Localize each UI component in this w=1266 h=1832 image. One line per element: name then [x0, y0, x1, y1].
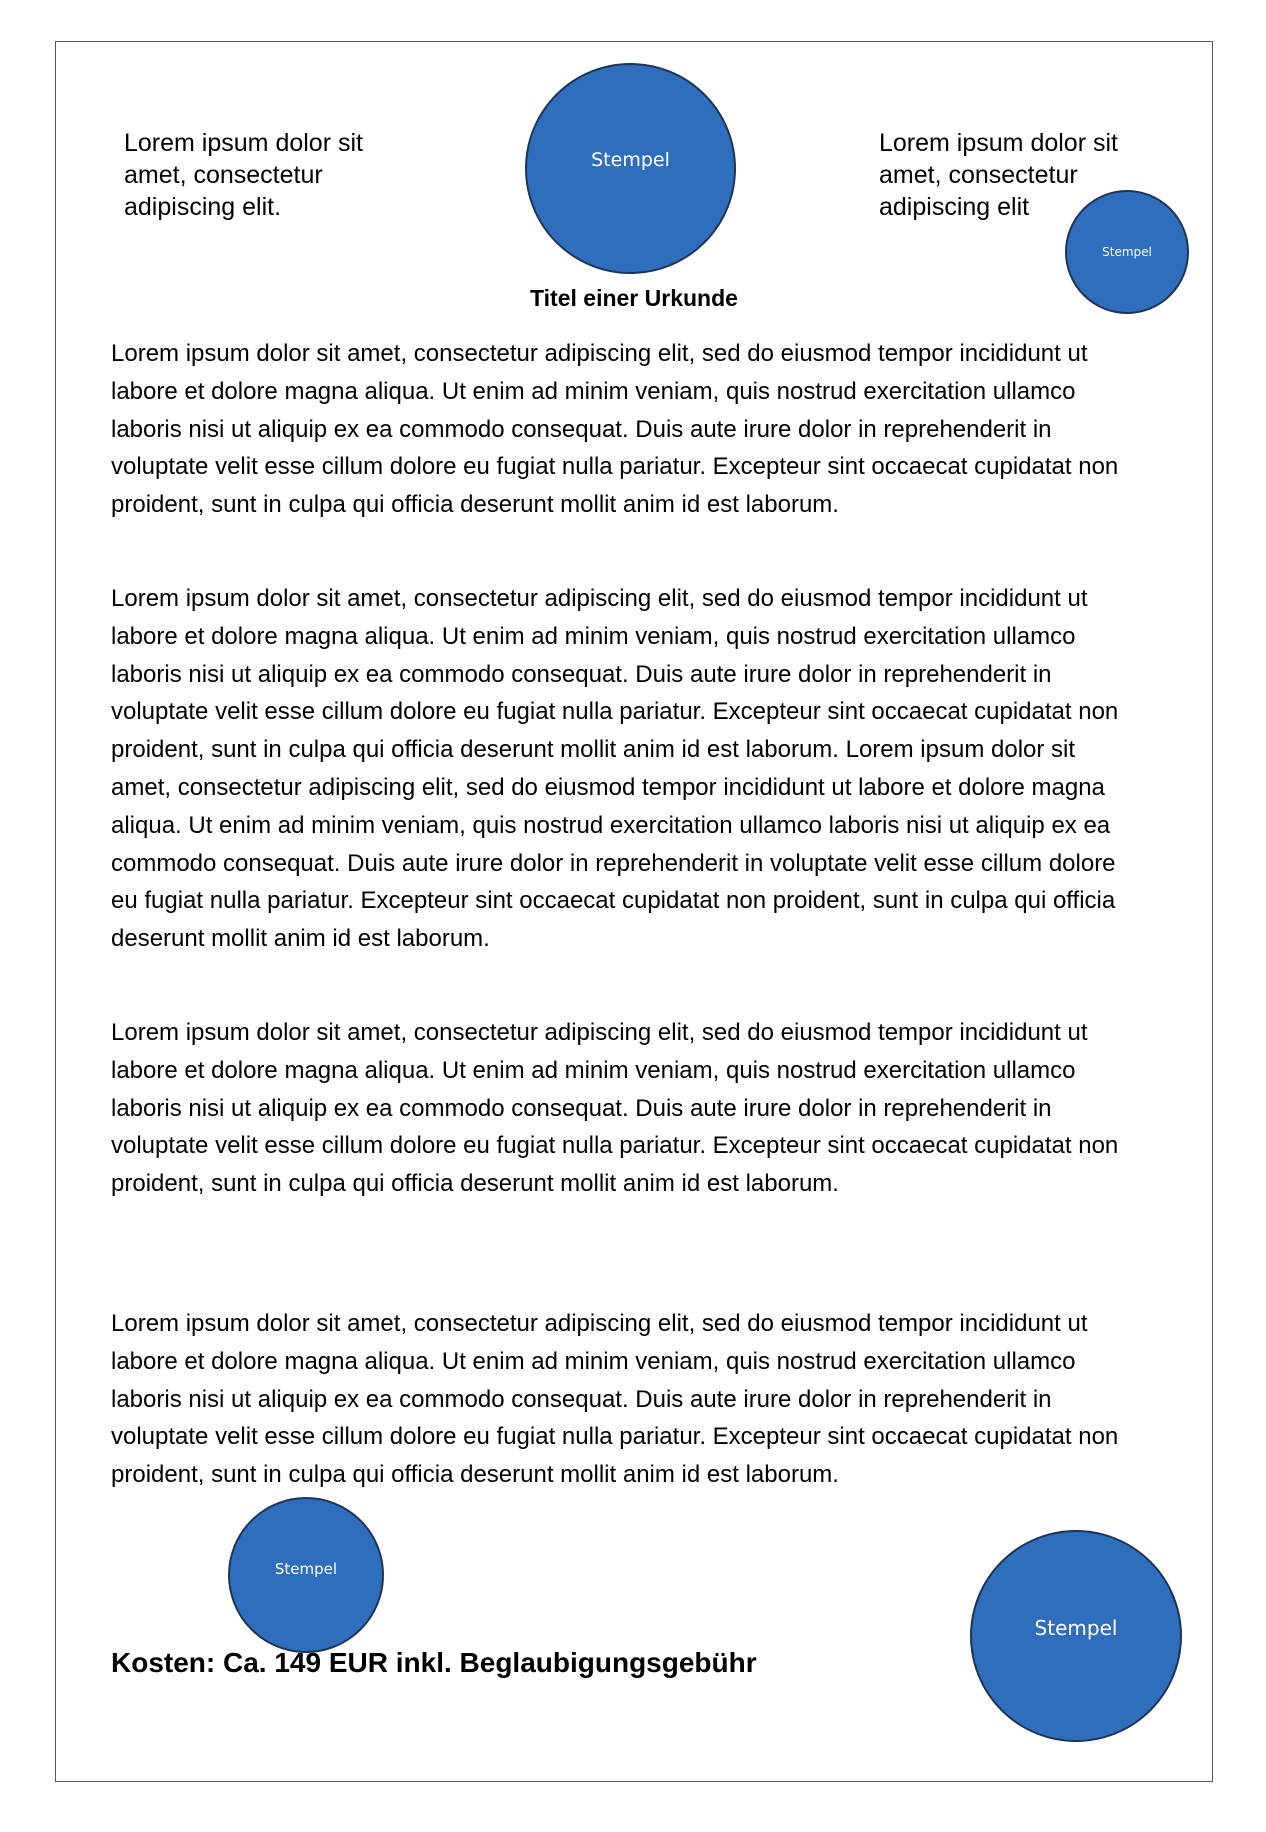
- paragraph-3: Lorem ipsum dolor sit amet, consectetur adipiscing elit, sed do eiusmod tempor incididunt ut labore et dolore magna aliqua. Ut enim ad minim veniam, quis nostrud exercitation ullamco laboris nisi ut aliquip ex ea commodo consequat. Duis aute irure dolor in reprehenderit in voluptate velit esse cillum dolore eu fugiat nulla pariatur. Excepteur sint occaecat cupidatat non proident, sunt in culpa qui officia deserunt mollit anim id est laborum.: [111, 1019, 1119, 1198]
- header-right-text: Lorem ipsum dolor sit amet, consectetur adipiscing elit: [879, 129, 1118, 221]
- stamp-label: Stempel: [1034, 1616, 1118, 1640]
- stamp-top-center: [525, 63, 736, 274]
- paragraph-1: Lorem ipsum dolor sit amet, consectetur adipiscing elit, sed do eiusmod tempor incididunt ut labore et dolore magna aliqua. Ut enim ad minim veniam, quis nostrud exercitation ullamco laboris nisi ut aliquip ex ea commodo consequat. Duis aute irure dolor in reprehenderit in voluptate velit esse cillum dolore eu fugiat nulla pariatur. Excepteur sint occaecat cupidatat non proident, sunt in culpa qui officia deserunt mollit anim id est laborum.: [111, 340, 1119, 519]
- stamp-label: Stempel: [591, 148, 670, 171]
- stamp-bottom-left: [228, 1497, 384, 1653]
- header-left-text: Lorem ipsum dolor sit amet, consectetur adipiscing elit.: [124, 129, 363, 221]
- paragraph-2: Lorem ipsum dolor sit amet, consectetur adipiscing elit, sed do eiusmod tempor incididunt ut labore et dolore magna aliqua. Ut enim ad minim veniam, quis nostrud exercitation ullamco laboris nisi ut aliquip ex ea commodo consequat. Duis aute irure dolor in reprehenderit in voluptate velit esse cillum dolore eu fugiat nulla pariatur. Excepteur sint occaecat cupidatat non proident, sunt in culpa qui officia deserunt mollit anim id est laborum. Lorem ipsum dolor sit amet, consectetur adipiscing elit, sed do eiusmod tempor incididunt ut labore et dolore magna aliqua. Ut enim ad minim veniam, quis nostrud exercitation ullamco laboris nisi ut aliquip ex ea commodo consequat. Duis aute irure dolor in reprehenderit in voluptate velit esse cillum dolore eu fugiat nulla pariatur. Excepteur sint occaecat cupidatat non proident, sunt in culpa qui officia deserunt mollit anim id est laborum.: [111, 585, 1119, 953]
- cost-line: Kosten: Ca. 149 EUR inkl. Beglaubigungsgebühr: [111, 1647, 757, 1678]
- paragraph-4: Lorem ipsum dolor sit amet, consectetur adipiscing elit, sed do eiusmod tempor incididunt ut labore et dolore magna aliqua. Ut enim ad minim veniam, quis nostrud exercitation ullamco laboris nisi ut aliquip ex ea commodo consequat. Duis aute irure dolor in reprehenderit in voluptate velit esse cillum dolore eu fugiat nulla pariatur. Excepteur sint occaecat cupidatat non proident, sunt in culpa qui officia deserunt mollit anim id est laborum.: [111, 1310, 1119, 1489]
- stamp-label: Stempel: [1102, 245, 1152, 259]
- stamp-label: Stempel: [274, 1560, 338, 1578]
- stamp-bottom-right: [970, 1530, 1182, 1742]
- document-page: [55, 41, 1213, 1782]
- document-title: Titel einer Urkunde: [530, 285, 738, 311]
